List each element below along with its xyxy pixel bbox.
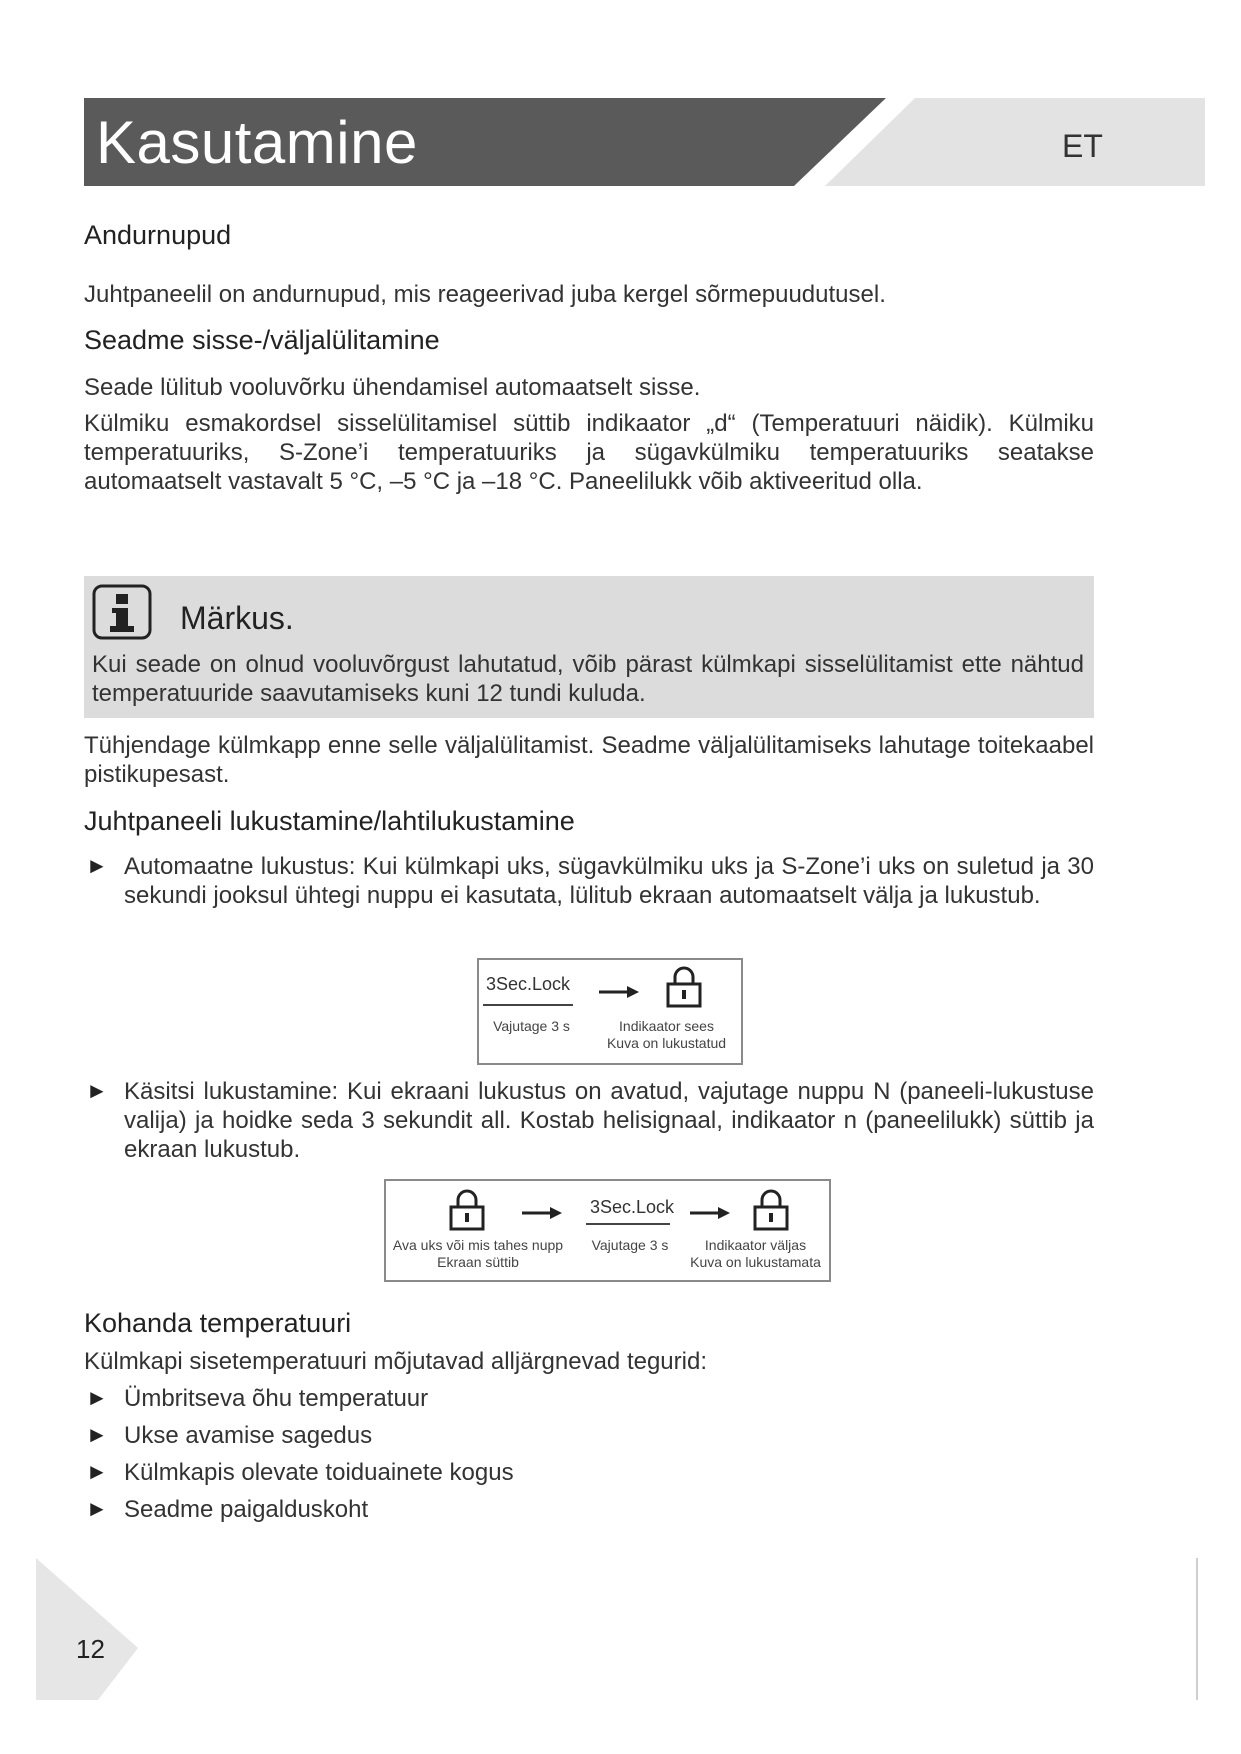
bullet-marker: ► [86,853,108,878]
bullet-marker: ► [86,1422,108,1447]
divider [586,1223,670,1225]
caption-press-3s: Vajutage 3 s [493,1018,570,1034]
page-title: Kasutamine [96,109,418,176]
paragraph-andurnupud: Juhtpaneelil on andurnupud, mis reageerivad juba kergel sõrmepuudutusel. [84,281,886,308]
header-light-band [825,98,1205,186]
paragraph-power-1: Seade lülitub vooluvõrku ühendamisel automaatselt sisse. [84,374,701,401]
arrow-right-icon [522,1207,562,1219]
arrow-right-icon [690,1207,730,1219]
caption-open-door: Ava uks või mis tahes nupp [392,1237,564,1253]
list-item [86,1458,986,1490]
note-title: Märkus. [180,600,294,636]
caption-indicator-on: Indikaator sees [619,1018,714,1034]
note-box [84,576,1094,718]
padlock-icon [448,1189,486,1231]
list-item-auto-lock [86,852,1094,942]
paragraph-power-2: Külmiku esmakordsel sisselülitamisel süttib indikaator „d“ (Temperatuuri näidik). Külmiku temperatuuriks, S-Zone’i temperatuuriks ja sügavkülmiku temperatuuriks seatakse automaatselt vastavalt 5 °C, –5 °C ja –18 °C. Paneelilukk võib aktiveeritud olla. [84,410,1094,495]
list-item-text: Ukse avamise sagedus [124,1422,373,1449]
list-item-text: Külmkapis olevate toiduainete kogus [124,1459,514,1486]
footer-decoration [0,1540,1241,1754]
paragraph-temperature-intro: Külmkapi sisetemperatuuri mõjutavad alljärgnevad tegurid: [84,1348,707,1375]
heading-power: Seadme sisse-/väljalülitamine [84,325,440,355]
bullet-marker: ► [86,1078,108,1103]
caption-display-on: Ekraan süttib [437,1254,519,1270]
bullet-marker: ► [86,1385,108,1410]
language-code: ET [1062,128,1103,164]
list-item-text: Seadme paigalduskoht [124,1496,369,1523]
page-corner-tab [36,1558,138,1700]
heading-andurnupud: Andurnupud [84,220,232,250]
auto-lock-text: Automaatne lukustus: Kui külmkapi uks, sügavkülmiku uks ja S-Zone’i uks on suletud ja 30 sekundi jooksul ühtegi nuppu ei kasutata, lülitub ekraan automaatselt välja ja lukustub. [124,853,1094,909]
manual-lock-text: Käsitsi lukustamine: Kui ekraani lukustus on avatud, vajutage nuppu N (paneeli-lukustuse valija) ja hoidke seda 3 sekundit all. Kostab helisignaal, indikaator n (paneelilukk) süttib ja ekraan lukustub. [124,1078,1094,1163]
info-icon [92,584,152,640]
caption-press-3s: Vajutage 3 s [591,1237,669,1253]
page-number: 12 [76,1634,105,1664]
arrow-right-icon [599,986,639,998]
button-3sec-lock-label: 3Sec.Lock [486,974,571,994]
padlock-icon [665,966,703,1008]
diagram-manual-lock [384,1179,831,1282]
list-item [86,1495,986,1527]
list-item [86,1421,986,1453]
heading-temperature: Kohanda temperatuuri [84,1308,352,1338]
caption-display-unlocked: Kuva on lukustamata [690,1254,821,1270]
button-3sec-lock-label: 3Sec.Lock [590,1197,675,1217]
bullet-marker: ► [86,1496,108,1521]
list-item [86,1384,986,1416]
caption-display-locked: Kuva on lukustatud [606,1035,727,1051]
list-item-text: Ümbritseva õhu temperatuur [124,1385,429,1412]
caption-indicator-off: Indikaator väljas [704,1237,807,1253]
paragraph-switch-off: Tühjendage külmkapp enne selle väljalülitamist. Seadme väljalülitamiseks lahutage toitekaabel pistikupesast. [84,732,1094,788]
list-item-manual-lock [86,1077,1094,1167]
bullet-marker: ► [86,1459,108,1484]
note-text: Kui seade on olnud vooluvõrgust lahutatud, võib pärast külmkapi sisselülitamist ette nähtud temperatuuride saavutamiseks kuni 12 tundi kuluda. [92,651,1084,707]
divider [483,1004,573,1006]
padlock-icon [752,1189,790,1231]
heading-lock: Juhtpaneeli lukustamine/lahtilukustamine [84,806,575,836]
diagram-auto-lock [477,958,743,1065]
